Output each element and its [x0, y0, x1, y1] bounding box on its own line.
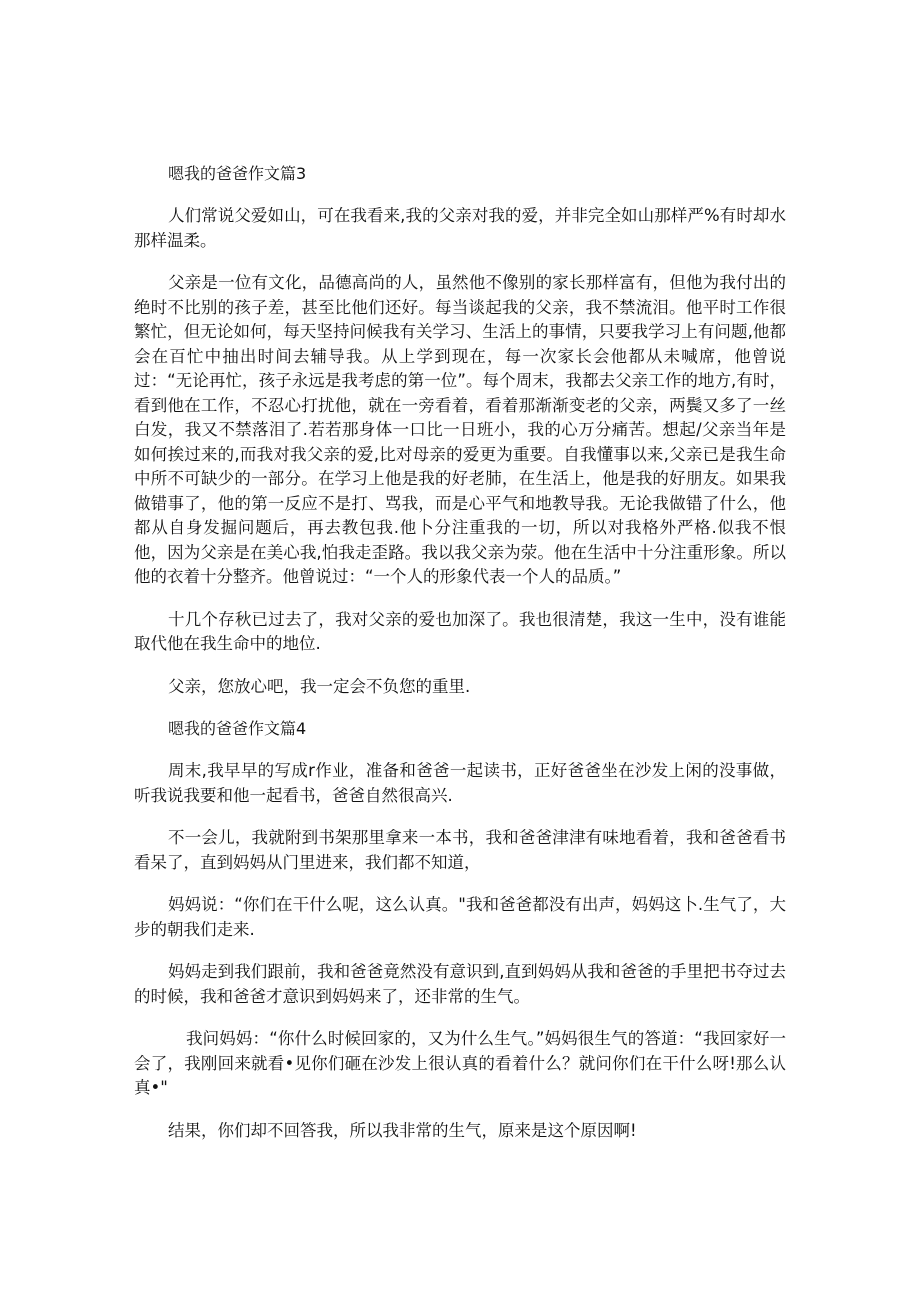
document-body: [134, 162, 786, 1161]
section-3-paragraph-1: 人们常说父爱如山，可在我看来,我的父亲对我的爱，并非完全如山那样严%有时却水那样温柔。: [134, 206, 786, 250]
section-4-title: 嗯我的爸爸作文篇4: [168, 719, 307, 738]
section-4-paragraph-3: 妈妈说：“你们在干什么呢，这么认真。"我和爸爸都没有出声，妈妈这卜.生气了，大步的朝我们走来.: [134, 895, 786, 939]
section-4-paragraph-6: 结果，你们却不回答我，所以我非常的生气，原来是这个原因啊!: [168, 1120, 637, 1140]
section-4-paragraph-5: 我问妈妈：“你什么时候回家的，又为什么生气。”妈妈很生气的答道：“我回家好一会了，我刚回来就看•见你们砸在沙发上很认真的看着什么？就问你们在干什么呀!那么认真•": [134, 1029, 786, 1097]
section-4-paragraph-2: 不一会儿，我就附到书架那里拿来一本书，我和爸爸津津有味地看着，我和爸爸看书看呆了，直到妈妈从门里进来，我们都不知道，: [134, 828, 786, 872]
section-4-paragraph-4: 妈妈走到我们跟前，我和爸爸竟然没有意识到,直到妈妈从我和爸爸的手里把书夺过去的时候，我和爸爸才意识到妈妈来了，还非常的生气。: [134, 962, 786, 1006]
section-3-paragraph-4: 父亲，您放心吧，我一定会不负您的重里.: [168, 676, 471, 696]
section-3-title: 嗯我的爸爸作文篇3: [168, 164, 307, 183]
section-3-paragraph-2: 父亲是一位有文化，品德高尚的人，虽然他不像别的家长那样富有，但他为我付出的绝时不比别的孩子差，甚至比他们还好。每当谈起我的父亲，我不禁流泪。他平时工作很繁忙，但无论如何，每天坚持问候我有关学习、生活上的事情，只要我学习上有问题,他都会在百忙中抽出时间去辅导我。从上学到现在，每一次家长会他都从未喊席，他曾说过：“无论再忙，孩子永远是我考虑的第一位”。每个周末，我都去父亲工作的地方,有时，看到他在工作，不忍心打扰他，就在一旁看着，看着那渐渐变老的父亲，两鬓又多了一丝白发，我又不禁落泪了.若若那身体一口比一日班小，我的心万分痛苦。想起/父亲当年是如何挨过来的,而我对我父亲的爱,比对母亲的爱更为重要。自我懂事以来,父亲已是我生命中所不可缺少的一部分。在学习上他是我的好老肺，在生活上，他是我的好朋友。如果我做错事了，他的第一反应不是打、骂我，而是心平气和地教导我。无论我做错了什么，他都从自身发掘问题后，再去教包我.他卜分注重我的一切，所以对我格外严格.似我不恨他，因为父亲是在美心我,怕我走歪路。我以我父亲为荥。他在生活中十分注重形象。所以他的衣着十分整齐。他曾说过：“一个人的形象代表一个人的品质。”: [134, 273, 786, 586]
section-3-paragraph-3: 十几个存秋已过去了，我对父亲的爱也加深了。我也很清楚，我这一生中，没有谁能取代他在我生命中的地位.: [134, 609, 786, 653]
section-4-paragraph-1: 周末,我早早的写成r作业，准备和爸爸一起读书，正好爸爸坐在沙发上闲的没事做，听我说我要和他一起看书，爸爸自然很高兴.: [134, 761, 786, 805]
